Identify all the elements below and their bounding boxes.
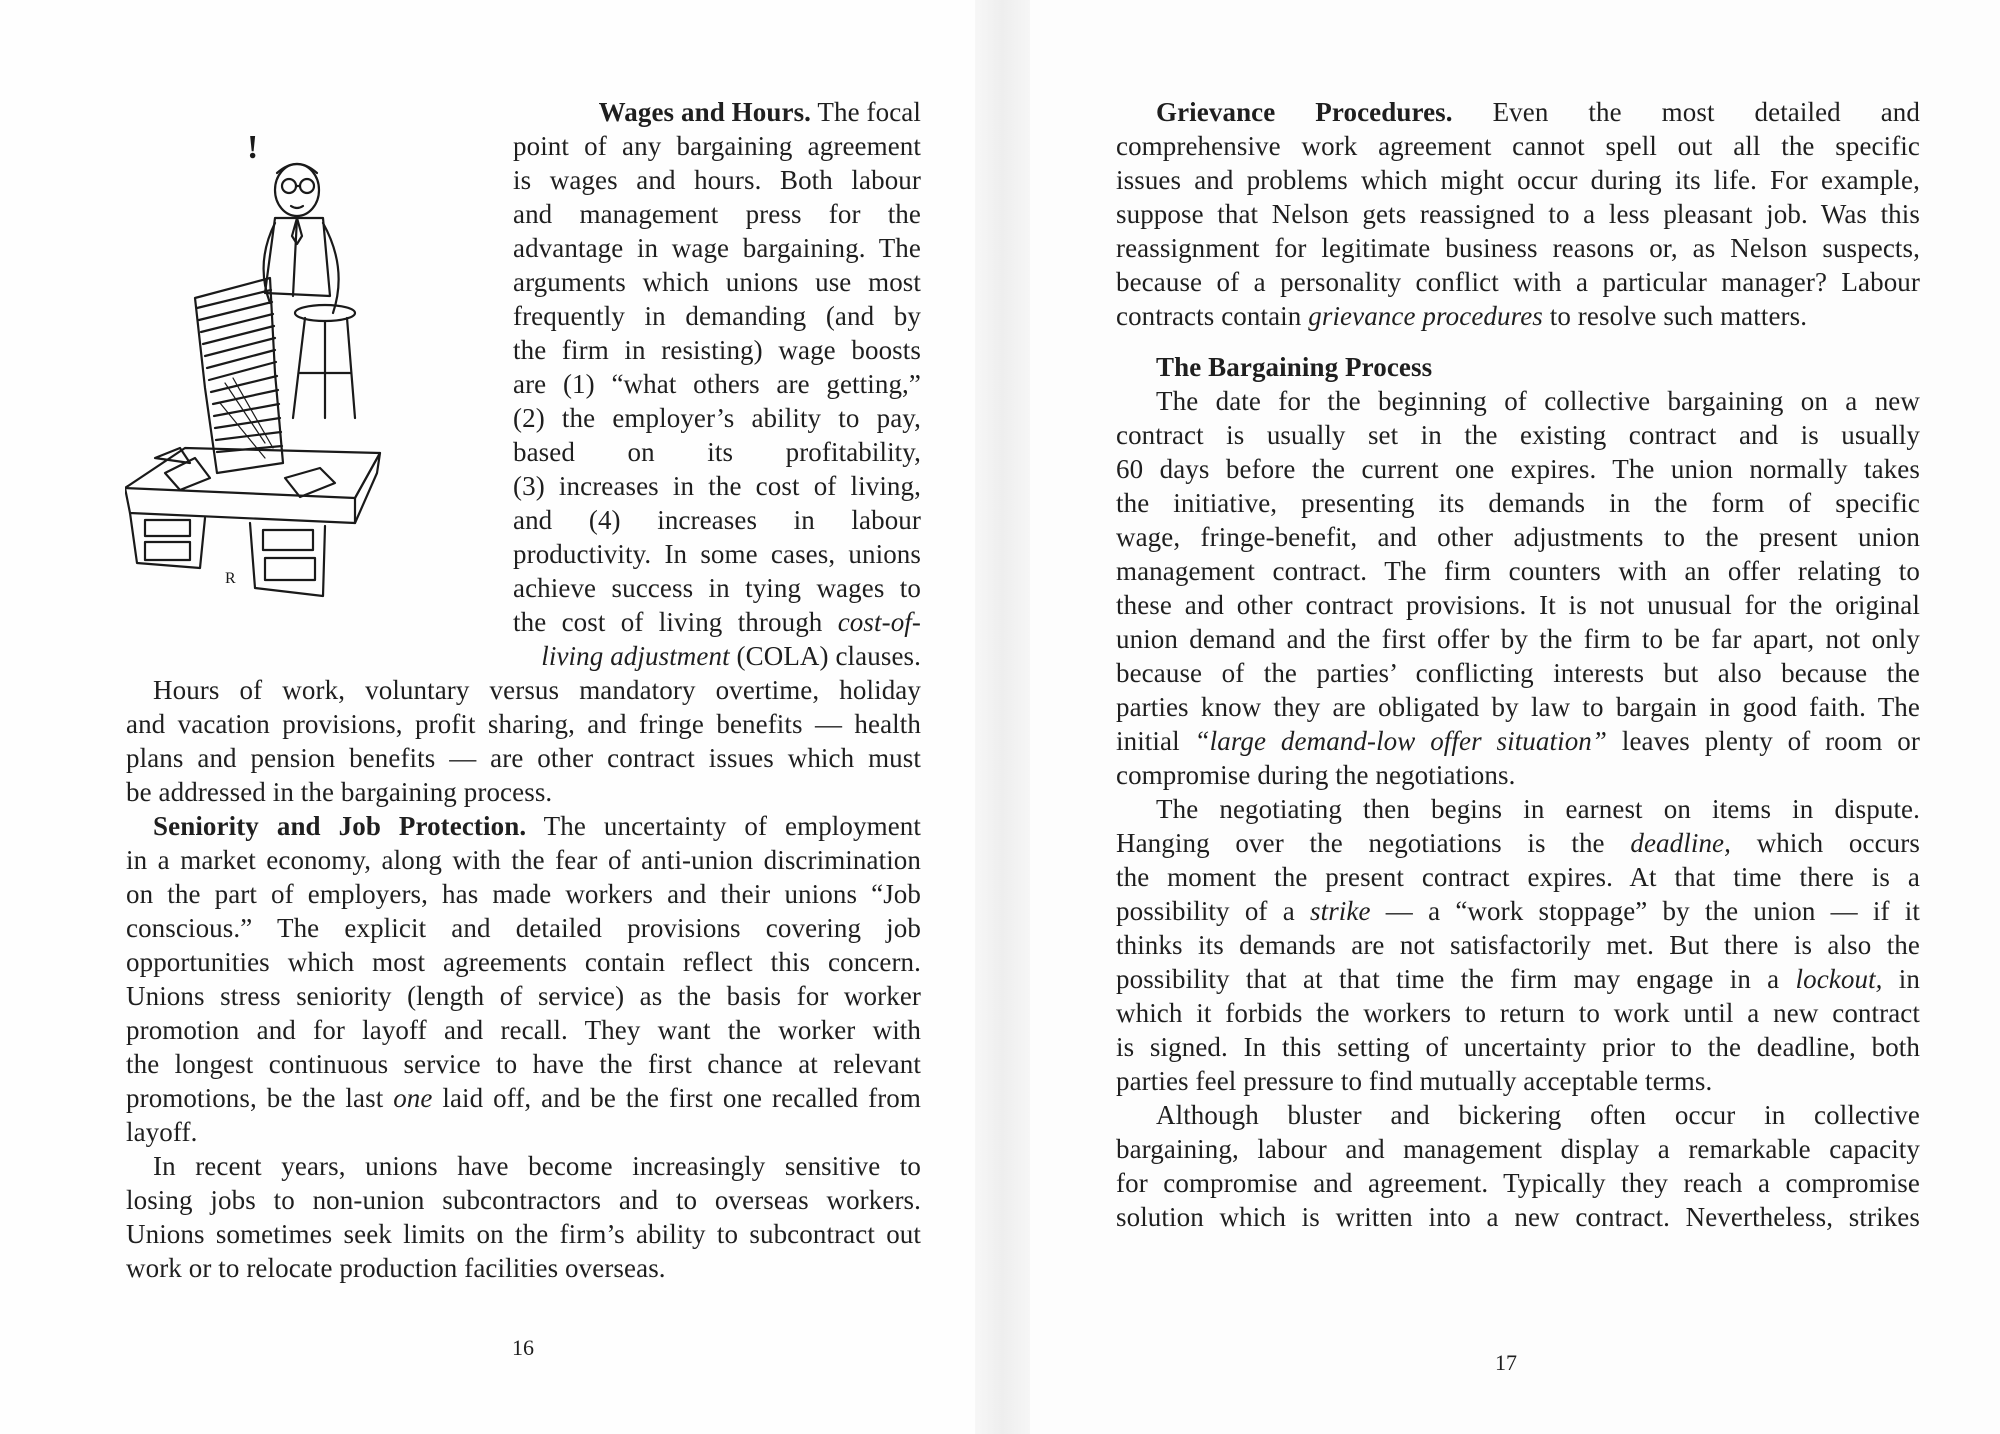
text-line: living adjustment (COLA) clauses.: [541, 641, 921, 671]
text-line: because of a personality conflict with a particular manager? Labour: [1116, 267, 1920, 297]
text-line: and management press for the: [513, 199, 921, 229]
text-line: Hanging over the negotiations is the deadline, which occurs: [1116, 828, 1920, 858]
text-line: management contract. The firm counters with an offer relating to: [1116, 556, 1920, 586]
text-line: The date for the beginning of collective bargaining on a new: [1156, 386, 1920, 416]
text-line: union demand and the first offer by the firm to be far apart, not only: [1116, 624, 1920, 654]
cartoon-exclaim: !: [247, 129, 259, 166]
text-line: 60 days before the current one expires. The union normally takes: [1116, 454, 1920, 484]
text-line: the cost of living through cost-of-: [513, 607, 921, 637]
cartoon-illustration: [125, 118, 460, 603]
page-number: 16: [512, 1335, 534, 1360]
text-line: reassignment for legitimate business reasons or, as Nelson suspects,: [1116, 233, 1920, 263]
bargaining-heading: The Bargaining Process: [1156, 352, 1433, 382]
text-line: for compromise and agreement. Typically they reach a compromise: [1116, 1168, 1920, 1198]
grievance-heading: Grievance Procedures.: [1156, 97, 1453, 127]
right-page: [1030, 0, 2000, 1434]
text-line: frequently in demanding (and by: [513, 301, 921, 331]
seniority-heading: Seniority and Job Protection.: [153, 811, 527, 841]
text-line: plans and pension benefits — are other contract issues which must: [126, 743, 921, 773]
text-line: the longest continuous service to have the first chance at relevant: [126, 1049, 921, 1079]
text-line: these and other contract provisions. It is not unusual for the original: [1116, 590, 1920, 620]
text-line: point of any bargaining agreement: [513, 131, 921, 161]
text-line: Unions sometimes seek limits on the firm’s ability to subcontract out: [126, 1219, 921, 1249]
text-line: bargaining, labour and management display a remarkable capacity: [1116, 1134, 1920, 1164]
text-line: (2) the employer’s ability to pay,: [513, 403, 921, 433]
text-line: suppose that Nelson gets reassigned to a less pleasant job. Was this: [1116, 199, 1920, 229]
text-line: comprehensive work agreement cannot spell out all the specific: [1116, 131, 1920, 161]
text-line: issues and problems which might occur during its life. For example,: [1116, 165, 1920, 195]
text-line: productivity. In some cases, unions: [513, 539, 921, 569]
text-line: achieve success in tying wages to: [513, 573, 921, 603]
text-line: Seniority and Job Protection. The uncertainty of employment: [153, 811, 921, 841]
cola-term: cost-of-: [837, 607, 921, 637]
text-line: based on its profitability,: [513, 437, 921, 467]
wages-line-1: Wages and Hours. The focal: [598, 97, 921, 127]
text-line: possibility of a strike — a “work stoppage” by the union — if it: [1116, 896, 1921, 926]
text-line: in a market economy, along with the fear of anti-union discrimination: [126, 845, 921, 875]
text-line: are (1) “what others are getting,”: [513, 369, 921, 399]
text-line: layoff.: [126, 1117, 198, 1147]
hair: [277, 164, 317, 173]
paper-stack: [195, 278, 283, 473]
text-line: parties feel pressure to find mutually acceptable terms.: [1116, 1066, 1713, 1096]
text-line: Although bluster and bickering often occur in collective: [1156, 1100, 1920, 1130]
text-line: work or to relocate production facilities overseas.: [126, 1253, 666, 1283]
text-line: solution which is written into a new contract. Nevertheless, strikes: [1116, 1202, 1920, 1232]
text-line: The negotiating then begins in earnest on items in dispute.: [1156, 794, 1920, 824]
left-page: [0, 0, 975, 1434]
text-line: be addressed in the bargaining process.: [126, 777, 553, 807]
text-line: Unions stress seniority (length of service) as the basis for worker: [126, 981, 921, 1011]
text-line: and vacation provisions, profit sharing, and fringe benefits — health: [126, 709, 921, 739]
text-line: compromise during the negotiations.: [1116, 760, 1516, 790]
text-line: which it forbids the workers to return to work until a new contract: [1116, 998, 1920, 1028]
cartoon-signature: R: [225, 570, 236, 587]
text-line: on the part of employers, has made workers and their unions “Job: [126, 879, 921, 909]
text-line: the moment the present contract expires. At that time there is a: [1116, 862, 1920, 892]
text-line: thinks its demands are not satisfactorily met. But there is also the: [1116, 930, 1920, 960]
text-line: opportunities which most agreements contain reflect this concern.: [126, 947, 921, 977]
glasses-left: [282, 179, 296, 193]
text-line: Grievance Procedures. Even the most detailed and: [1156, 97, 1920, 127]
text-line: parties know they are obligated by law to bargain in good faith. The: [1116, 692, 1920, 722]
text-line: promotions, be the last one laid off, and be the first one recalled from: [126, 1083, 921, 1113]
wages-heading: Wages and Hours.: [598, 97, 812, 127]
text-line: contracts contain grievance procedures to resolve such matters.: [1116, 301, 1808, 331]
text-line: because of the parties’ conflicting interests but also because the: [1116, 658, 1920, 688]
text-line: In recent years, unions have become increasingly sensitive to: [153, 1151, 921, 1181]
text-line: the firm in resisting) wage boosts: [513, 335, 921, 365]
cola-term: living adjustment: [541, 641, 730, 671]
text-line: possibility that at that time the firm may engage in a lockout, in: [1116, 964, 1920, 994]
text-line: (3) increases in the cost of living,: [513, 471, 921, 501]
text-line: conscious.” The explicit and detailed provisions covering job: [126, 913, 921, 943]
text-line: is wages and hours. Both labour: [513, 165, 921, 195]
text-line: advantage in wage bargaining. The: [513, 233, 921, 263]
book-gutter: [975, 0, 1030, 1434]
text-line: contract is usually set in the existing contract and is usually: [1116, 420, 1920, 450]
glasses-right: [300, 179, 314, 193]
text-line: Hours of work, voluntary versus mandatory overtime, holiday: [153, 675, 921, 705]
text-line: losing jobs to non-union subcontractors and to overseas workers.: [126, 1185, 921, 1215]
text-line: is signed. In this setting of uncertainty prior to the deadline, both: [1116, 1032, 1920, 1062]
text-line: promotion and for layoff and recall. They want the worker with: [126, 1015, 921, 1045]
text-line: initial “large demand-low offer situation” leaves plenty of room or: [1116, 726, 1920, 756]
page-number: 17: [1495, 1350, 1517, 1375]
text-line: wage, fringe-benefit, and other adjustments to the present union: [1116, 522, 1920, 552]
text-line: the initiative, presenting its demands in the form of specific: [1116, 488, 1920, 518]
text-line: arguments which unions use most: [513, 267, 921, 297]
text-line: and (4) increases in labour: [513, 505, 921, 535]
